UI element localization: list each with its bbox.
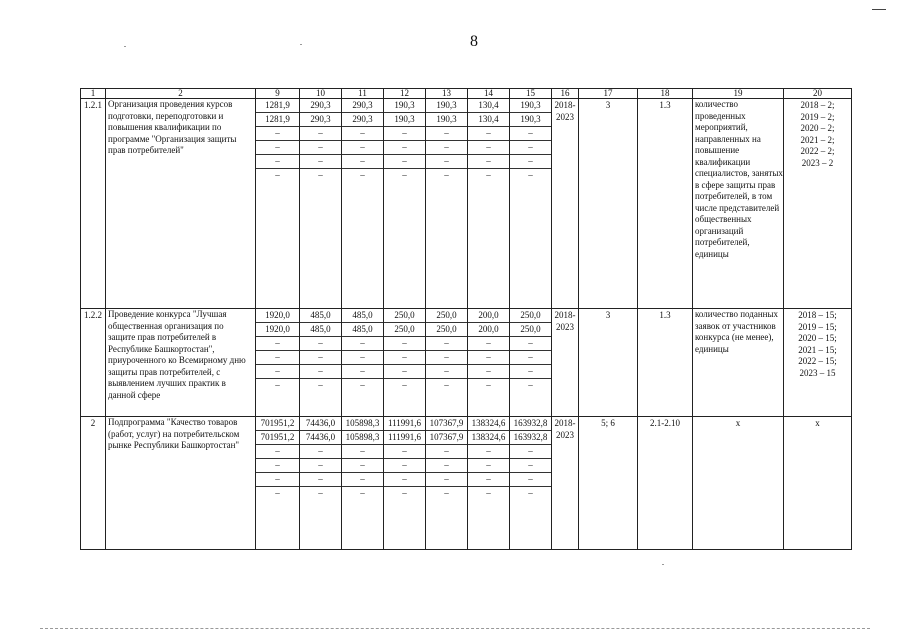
funding-line: 138324,6 — [468, 417, 509, 431]
funding-cell — [384, 99, 426, 309]
target-line: 2019 – 15; — [798, 321, 837, 332]
funding-line: – — [426, 365, 467, 379]
funding-cell — [510, 309, 552, 417]
row-targets — [784, 417, 852, 550]
column-number-cell: 19 — [693, 89, 784, 99]
scan-corner-mark — [872, 9, 886, 10]
column-number-cell: 18 — [638, 89, 693, 99]
funding-line: – — [528, 488, 533, 498]
target-line: 2023 – 15 — [799, 367, 836, 378]
funding-line: – — [256, 473, 299, 487]
funding-line: – — [300, 365, 341, 379]
row-col18: 1.3 — [638, 99, 693, 309]
funding-cell — [468, 309, 510, 417]
funding-line: – — [360, 380, 365, 390]
funding-line: 105898,3 — [342, 417, 383, 431]
funding-line: – — [384, 141, 425, 155]
row-col17: 5; 6 — [579, 417, 638, 550]
funding-cell — [426, 417, 468, 550]
funding-line: – — [468, 337, 509, 351]
funding-line: – — [510, 459, 551, 473]
program-row — [81, 309, 852, 417]
target-line: 2022 – 15; — [798, 356, 837, 366]
funding-line: – — [300, 473, 341, 487]
funding-line: 111991,6 — [384, 431, 425, 445]
funding-cell — [468, 99, 510, 309]
funding-line: – — [384, 351, 425, 365]
target-line: 2018 – 15; — [798, 310, 837, 320]
funding-line: – — [342, 127, 383, 141]
funding-line: 190,3 — [426, 99, 467, 113]
column-number-cell: 14 — [468, 89, 510, 99]
row-col17: 3 — [579, 309, 638, 417]
funding-line: 105898,3 — [342, 431, 383, 445]
funding-line: – — [256, 365, 299, 379]
funding-line: – — [510, 445, 551, 459]
target-line: 2022 – 2; — [800, 146, 835, 156]
row-targets — [784, 309, 852, 417]
funding-line: – — [342, 351, 383, 365]
funding-line: – — [256, 141, 299, 155]
funding-line: – — [300, 127, 341, 141]
column-number-cell: 17 — [579, 89, 638, 99]
funding-line: – — [384, 473, 425, 487]
row-name: Проведение конкурса "Лучшая общественная организация по защите прав потребителей в Республике Башкортостан", приуроченного ко Всемирному дню защиты прав потребителей, с выявлением лучших практик в данной сфере — [106, 309, 256, 417]
funding-line: – — [384, 337, 425, 351]
funding-line: – — [468, 365, 509, 379]
funding-line: – — [402, 488, 407, 498]
funding-cell — [256, 417, 300, 550]
row-name: Подпрограмма "Качество товаров (работ, услуг) на потребительском рынке Республики Башкортостан" — [106, 417, 256, 550]
funding-line: 485,0 — [342, 309, 383, 323]
funding-cell — [256, 309, 300, 417]
column-number-cell: 10 — [300, 89, 342, 99]
funding-line: – — [468, 351, 509, 365]
funding-cell — [256, 99, 300, 309]
funding-line: – — [360, 488, 365, 498]
funding-line: 1281,9 — [256, 99, 299, 113]
funding-line: 290,3 — [300, 113, 341, 127]
funding-line: – — [384, 365, 425, 379]
funding-line: – — [256, 337, 299, 351]
funding-line: 250,0 — [426, 309, 467, 323]
funding-line: – — [468, 473, 509, 487]
funding-line: – — [468, 459, 509, 473]
funding-line: 1920,0 — [256, 309, 299, 323]
funding-line: – — [468, 155, 509, 169]
funding-cell — [468, 417, 510, 550]
funding-line: – — [318, 170, 323, 180]
row-name: Организация проведения курсов подготовки, переподготовки и повышения квалификации по программе "Организация защиты прав потребителей" — [106, 99, 256, 309]
funding-line: 111991,6 — [384, 417, 425, 431]
funding-line: – — [510, 365, 551, 379]
funding-line: – — [300, 459, 341, 473]
funding-line: 74436,0 — [300, 431, 341, 445]
funding-line: 190,3 — [510, 99, 551, 113]
funding-line: 250,0 — [510, 309, 551, 323]
funding-line: – — [342, 155, 383, 169]
funding-line: – — [300, 141, 341, 155]
funding-line: – — [275, 380, 280, 390]
funding-line: – — [256, 351, 299, 365]
target-line: 2023 – 2 — [801, 157, 834, 168]
row-indicator: количество проведенных мероприятий, направленных на повышение квалификации специалистов, занятых в сфере защиты прав потребителей, в том числе представителей общественных организаций потребителей, единицы — [693, 99, 784, 309]
funding-line: – — [384, 155, 425, 169]
funding-line: – — [510, 351, 551, 365]
funding-line: – — [444, 380, 449, 390]
program-row — [81, 99, 852, 309]
funding-line: 107367,9 — [426, 431, 467, 445]
funding-line: 190,3 — [384, 113, 425, 127]
row-col17: 3 — [579, 99, 638, 309]
column-number-cell: 12 — [384, 89, 426, 99]
row-indicator: x — [693, 417, 784, 550]
funding-cell — [342, 417, 384, 550]
funding-line: – — [342, 141, 383, 155]
funding-cell — [426, 309, 468, 417]
target-line: 2018 – 2; — [800, 100, 835, 110]
funding-line: – — [426, 141, 467, 155]
funding-line: – — [300, 155, 341, 169]
funding-line: 485,0 — [300, 323, 341, 337]
row-years: 2018-2023 — [552, 99, 579, 309]
funding-line: – — [468, 141, 509, 155]
column-number-cell: 15 — [510, 89, 552, 99]
funding-line: 290,3 — [300, 99, 341, 113]
funding-line: – — [402, 380, 407, 390]
funding-line: – — [256, 459, 299, 473]
target-line: 2020 – 2; — [800, 123, 835, 133]
funding-line: – — [444, 488, 449, 498]
funding-line: 1281,9 — [256, 113, 299, 127]
program-row — [81, 417, 852, 550]
funding-line: – — [510, 473, 551, 487]
funding-line: – — [256, 445, 299, 459]
funding-line: – — [426, 127, 467, 141]
column-number-cell: 16 — [552, 89, 579, 99]
column-number-cell: 9 — [256, 89, 300, 99]
funding-line: – — [426, 473, 467, 487]
column-number-cell: 2 — [106, 89, 256, 99]
funding-line: 130,4 — [468, 99, 509, 113]
funding-line: 130,4 — [468, 113, 509, 127]
funding-line: – — [444, 170, 449, 180]
funding-line: 250,0 — [510, 323, 551, 337]
funding-line: – — [318, 488, 323, 498]
funding-line: 138324,6 — [468, 431, 509, 445]
funding-line: – — [468, 127, 509, 141]
page-number: 8 — [470, 33, 478, 50]
funding-line: – — [342, 445, 383, 459]
funding-line: – — [528, 170, 533, 180]
scan-speck — [124, 46, 126, 47]
funding-line: – — [468, 445, 509, 459]
funding-line: – — [486, 170, 491, 180]
column-number-cell: 11 — [342, 89, 384, 99]
row-code: 2 — [81, 417, 106, 550]
funding-line: – — [528, 380, 533, 390]
funding-line: – — [360, 170, 365, 180]
funding-line: – — [256, 127, 299, 141]
funding-cell — [510, 99, 552, 309]
funding-line: 701951,2 — [256, 417, 299, 431]
funding-line: – — [426, 445, 467, 459]
funding-line: – — [275, 170, 280, 180]
funding-line: – — [342, 473, 383, 487]
funding-line: – — [384, 445, 425, 459]
funding-line: 485,0 — [342, 323, 383, 337]
funding-cell — [300, 417, 342, 550]
funding-line: – — [486, 488, 491, 498]
row-code: 1.2.2 — [81, 309, 106, 417]
scan-speck — [662, 564, 664, 565]
funding-line: 250,0 — [384, 323, 425, 337]
funding-line: 290,3 — [342, 113, 383, 127]
funding-cell — [342, 309, 384, 417]
column-number-cell: 20 — [784, 89, 852, 99]
target-line: 2019 – 2; — [800, 111, 835, 122]
funding-cell — [384, 417, 426, 550]
funding-line: 107367,9 — [426, 417, 467, 431]
funding-line: – — [342, 365, 383, 379]
funding-cell — [300, 309, 342, 417]
funding-line: 190,3 — [510, 113, 551, 127]
funding-line: 290,3 — [342, 99, 383, 113]
funding-line: – — [426, 155, 467, 169]
funding-line: 200,0 — [468, 309, 509, 323]
funding-line: 190,3 — [384, 99, 425, 113]
row-indicator: количество поданных заявок от участников конкурса (не менее), единицы — [693, 309, 784, 417]
funding-line: – — [510, 155, 551, 169]
funding-cell — [426, 99, 468, 309]
funding-line: – — [402, 170, 407, 180]
funding-line: 1920,0 — [256, 323, 299, 337]
funding-cell — [510, 417, 552, 550]
funding-line: 701951,2 — [256, 431, 299, 445]
funding-line: – — [510, 127, 551, 141]
funding-line: – — [510, 337, 551, 351]
funding-line: 250,0 — [426, 323, 467, 337]
row-years: 2018-2023 — [552, 417, 579, 550]
column-number-cell: 13 — [426, 89, 468, 99]
funding-line: – — [342, 337, 383, 351]
funding-line: – — [300, 445, 341, 459]
scan-speck — [300, 44, 302, 45]
row-years: 2018-2023 — [552, 309, 579, 417]
funding-line: – — [275, 488, 280, 498]
funding-line: – — [300, 351, 341, 365]
funding-line: 200,0 — [468, 323, 509, 337]
row-col18: 1.3 — [638, 309, 693, 417]
column-number-row — [81, 89, 852, 99]
funding-line: 190,3 — [426, 113, 467, 127]
funding-line: – — [510, 141, 551, 155]
funding-line: 163932,8 — [510, 417, 551, 431]
funding-line: 163932,8 — [510, 431, 551, 445]
funding-cell — [300, 99, 342, 309]
funding-line: – — [318, 380, 323, 390]
funding-line: – — [256, 155, 299, 169]
funding-line: – — [426, 351, 467, 365]
target-line: 2021 – 2; — [800, 134, 835, 145]
funding-cell — [342, 99, 384, 309]
program-table — [80, 88, 852, 550]
target-line: 2021 – 15; — [798, 344, 837, 355]
target-line: 2020 – 15; — [798, 333, 837, 343]
funding-line: – — [342, 459, 383, 473]
row-code: 1.2.1 — [81, 99, 106, 309]
row-targets — [784, 99, 852, 309]
funding-line: – — [426, 459, 467, 473]
funding-line: 74436,0 — [300, 417, 341, 431]
column-number-cell: 1 — [81, 89, 106, 99]
funding-cell — [384, 309, 426, 417]
row-col18: 2.1-2.10 — [638, 417, 693, 550]
funding-line: 485,0 — [300, 309, 341, 323]
funding-line: – — [384, 459, 425, 473]
scan-footer-line — [40, 628, 870, 629]
funding-line: – — [486, 380, 491, 390]
funding-line: – — [426, 337, 467, 351]
funding-line: – — [384, 127, 425, 141]
funding-line: – — [300, 337, 341, 351]
funding-line: 250,0 — [384, 309, 425, 323]
target-line: x — [815, 418, 820, 428]
